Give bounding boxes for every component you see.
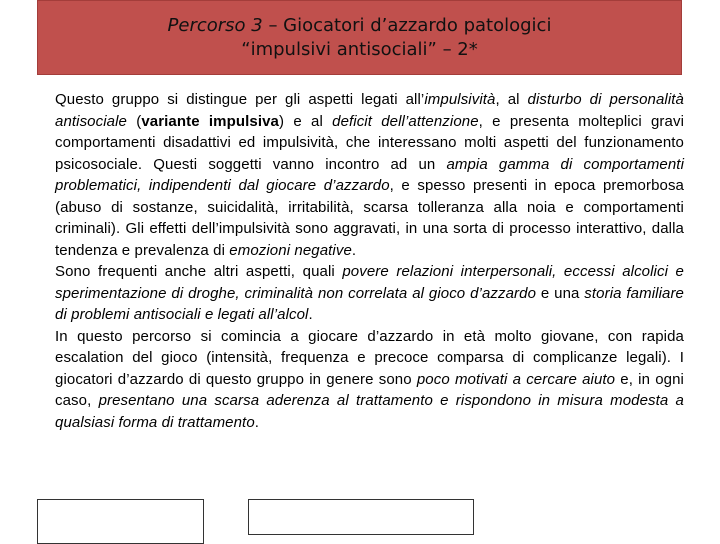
body-paragraph: [55, 261, 684, 326]
text-run: , e spesso presenti in epoca premorbosa (abuso di sostanze, suicidalità, irritabilità, scarsa tolleranza alla noia e comportamenti criminali). Gli effetti dell’impulsività sono aggravati, in una sorta di processo interattivo, dalla tendenza e prevalenza di: [55, 177, 684, 259]
text-run: .: [308, 306, 313, 323]
italic-run: poco motivati a cercare aiuto: [416, 370, 616, 388]
italic-run: ampia gamma di comportamenti problematici, indipendenti dal giocare d’azzardo: [55, 155, 684, 194]
italic-run: disturbo di personalità antisociale: [55, 91, 684, 130]
italic-run: storia familiare di problemi antisociali e legati all’alcol: [55, 284, 684, 323]
text-run: Questo gruppo si distingue per gli aspetti legati all’: [55, 91, 425, 108]
text-run: .: [351, 241, 357, 259]
text-run: , al: [495, 91, 528, 108]
body-text: [55, 89, 684, 433]
text-run: (: [126, 112, 142, 130]
bold-run: variante impulsiva: [141, 112, 279, 130]
title-line-1: [168, 14, 552, 38]
title-line-2: “impulsivi antisociali” – 2*: [241, 38, 478, 60]
title-banner: [37, 0, 682, 75]
text-run: In questo percorso si comincia a giocare d’azzardo in età molto giovane, con rapida escalation del gioco (intensità, frequenza e precoce comparsa di complicanze legali). I giocatori d’azzardo di questo gruppo in genere sono: [55, 327, 684, 388]
text-run: e, in ogni caso,: [55, 370, 684, 409]
bottom-center-frame: [248, 499, 474, 535]
italic-run: povere relazioni interpersonali, eccessi alcolici e sperimentazione di droghe, criminalità non correlata al gioco d’azzardo: [55, 263, 684, 302]
text-run: , e presenta molteplici gravi comportamenti disadattivi ed impulsività, che interessano molti aspetti del funzionamento psicosociale. Questi soggetti vanno incontro ad un: [55, 112, 685, 173]
body-paragraph: [55, 89, 684, 261]
italic-run: presentano una scarsa aderenza al trattamento e rispondono in misura modesta a qualsiasi forma di trattamento: [55, 392, 684, 431]
text-run: e una: [536, 284, 585, 302]
text-run: Sono frequenti anche altri aspetti, quali: [55, 263, 343, 280]
bottom-left-frame: [37, 499, 204, 544]
italic-run: deficit dell’attenzione: [332, 112, 479, 130]
body-paragraph: [55, 326, 684, 434]
text-run: ) e al: [279, 112, 333, 130]
title-line-1-text: – Giocatori d’azzardo patologici: [262, 14, 552, 36]
text-run: .: [254, 413, 260, 431]
italic-run: impulsività: [424, 91, 496, 108]
title-percorso-label: Percorso 3: [167, 14, 263, 36]
italic-run: emozioni negative: [229, 241, 352, 259]
